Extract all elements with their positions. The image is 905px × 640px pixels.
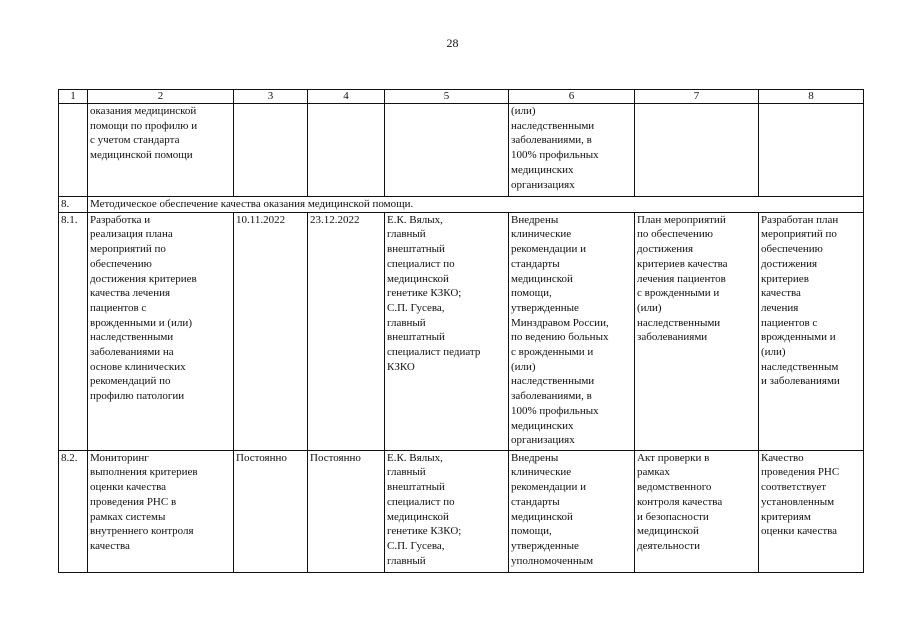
end-date-cell: 23.12.2022 bbox=[308, 212, 385, 450]
result-cell: Внедрены клинические рекомендации и стандарты медицинской помощи, утвержденные уполномоченным bbox=[509, 450, 635, 572]
measure-name-cell: Разработка и реализация плана мероприятий по обеспечению достижения критериев качества лечения пациентов с врожденными и (или) наследственными заболеваниями на основе клинических рекомендаций по профилю патологии bbox=[88, 212, 234, 450]
header-cell: 4 bbox=[308, 90, 385, 104]
start-date-cell: 10.11.2022 bbox=[234, 212, 308, 450]
end-date-cell: Постоянно bbox=[308, 450, 385, 572]
document-cell: План мероприятий по обеспечению достижения критериев качества лечения пациентов с врожденными и (или) наследственными заболеваниями bbox=[635, 212, 759, 450]
end-date-cell bbox=[308, 104, 385, 197]
row-number-cell: 8.2. bbox=[59, 450, 88, 572]
document-cell bbox=[635, 104, 759, 197]
section-row bbox=[59, 197, 864, 213]
continuation-row bbox=[59, 104, 864, 197]
header-cell: 7 bbox=[635, 90, 759, 104]
column-numbers-header bbox=[59, 90, 864, 104]
start-date-cell: Постоянно bbox=[234, 450, 308, 572]
measures-table bbox=[58, 89, 864, 573]
indicator-cell bbox=[759, 104, 864, 197]
section-number: 8. bbox=[59, 197, 88, 213]
measure-name-cell: оказания медицинской помощи по профилю и с учетом стандарта медицинской помощи bbox=[88, 104, 234, 197]
start-date-cell bbox=[234, 104, 308, 197]
header-cell: 5 bbox=[385, 90, 509, 104]
table-row bbox=[59, 450, 864, 572]
responsible-cell: Е.К. Вялых, главный внештатный специалист по медицинской генетике КЗКО; С.П. Гусева, главный bbox=[385, 450, 509, 572]
responsible-cell: Е.К. Вялых, главный внештатный специалист по медицинской генетике КЗКО; С.П. Гусева, главный внештатный специалист педиатр КЗКО bbox=[385, 212, 509, 450]
row-number-cell: 8.1. bbox=[59, 212, 88, 450]
result-cell: (или) наследственными заболеваниями, в 100% профильных медицинских организациях bbox=[509, 104, 635, 197]
header-cell: 1 bbox=[59, 90, 88, 104]
indicator-cell: Качество проведения РНС соответствует установленным критериям оценки качества bbox=[759, 450, 864, 572]
header-cell: 8 bbox=[759, 90, 864, 104]
result-cell: Внедрены клинические рекомендации и стандарты медицинской помощи, утвержденные Минздравом России, по ведению больных с врожденными и (или) наследственными заболеваниями, в 100% профильных медицинских организациях bbox=[509, 212, 635, 450]
document-cell: Акт проверки в рамках ведомственного контроля качества и безопасности медицинской деятельности bbox=[635, 450, 759, 572]
indicator-cell: Разработан план мероприятий по обеспечению достижения критериев качества лечения пациентов с врожденными и (или) наследственным и заболеваниями bbox=[759, 212, 864, 450]
responsible-cell bbox=[385, 104, 509, 197]
header-cell: 3 bbox=[234, 90, 308, 104]
row-number-cell bbox=[59, 104, 88, 197]
measure-name-cell: Мониторинг выполнения критериев оценки качества проведения РНС в рамках системы внутреннего контроля качества bbox=[88, 450, 234, 572]
table-row bbox=[59, 212, 864, 450]
header-cell: 2 bbox=[88, 90, 234, 104]
section-title: Методическое обеспечение качества оказания медицинской помощи. bbox=[88, 197, 864, 213]
header-cell: 6 bbox=[509, 90, 635, 104]
page-number: 28 bbox=[446, 36, 459, 50]
